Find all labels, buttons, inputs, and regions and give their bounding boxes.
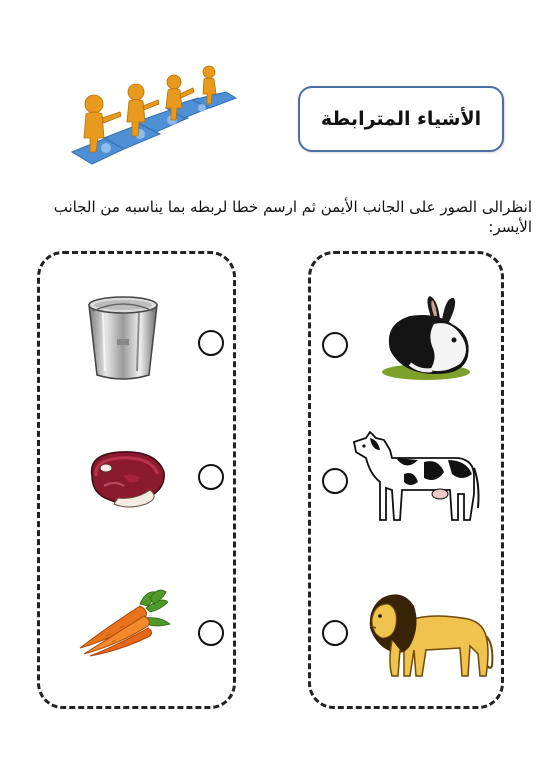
rabbit-icon — [380, 294, 474, 384]
worksheet-title: الأشياء المترابطة — [298, 86, 504, 152]
left-match-circle-3[interactable] — [198, 620, 224, 646]
right-match-circle-3[interactable] — [322, 620, 348, 646]
carrot-icon — [76, 588, 172, 658]
left-match-circle-2[interactable] — [198, 464, 224, 490]
instructions-text: انظرالى الصور على الجانب الأيمن ثم ارسم خطا لربطه بما يناسبه من الجانب الأيسر: — [53, 198, 532, 236]
cow-icon — [348, 428, 482, 526]
meat-icon — [84, 446, 168, 510]
right-match-circle-1[interactable] — [322, 332, 348, 358]
right-match-circle-2[interactable] — [322, 468, 348, 494]
lion-icon — [362, 590, 496, 684]
left-match-circle-1[interactable] — [198, 330, 224, 356]
teamwork-puzzle-icon — [66, 60, 246, 175]
bucket-icon — [85, 293, 161, 383]
